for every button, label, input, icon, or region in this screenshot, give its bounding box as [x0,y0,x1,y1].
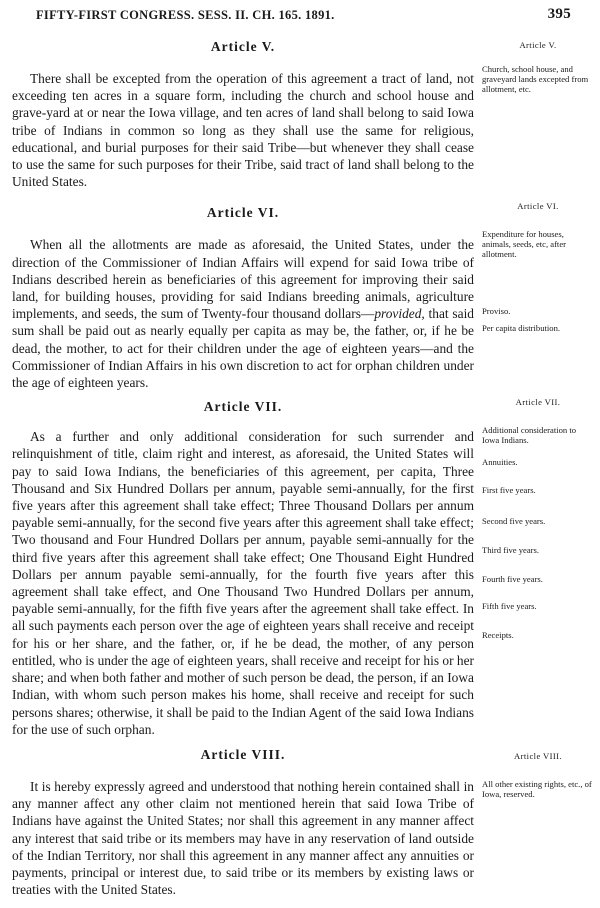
margin-article-7: Article VII. [515,397,561,407]
margin-note-first-five: First five years. [482,485,536,495]
article-7-title: Article VII. [203,399,283,415]
margin-note-church-lands: Church, school house, and graveyard lands excepted from allotment, etc. [482,64,589,94]
margin-note-existing-rights: All other existing rights, etc., of Iowa, reserved. [482,779,592,799]
main-text [12,30,474,898]
margin-note-additional-consideration: Additional consideration to Iowa Indians. [482,425,577,445]
article-5 [12,38,474,190]
margin-note-per-capita: Per capita distribution. [482,323,561,333]
article-7 [12,398,474,738]
article-6-text [12,236,474,391]
margin-note-second-five: Second five years. [482,516,546,526]
margin-note-receipts: Receipts. [482,630,514,640]
article-8-title: Article VIII. [200,746,286,762]
margin-note-third-five: Third five years. [482,545,540,555]
margin-note-fourth-five: Fourth five years. [482,574,543,584]
margin-article-6: Article VI. [517,201,559,211]
article-8-text: It is hereby expressly agreed and understood that nothing herein contained shall in any manner affect any other claim not mentioned herein that said Iowa Tribe of Indians have against the United States; nor shall this agreement in any manner affect any interest that said tribe or its members may have in any reservation of land outside of the Indian Territory, nor shall this agreement in any manner affect any annuities or payments, principal or interest due, to said tribe or its members by existing laws or treaties with the United States. [12,778,474,898]
article-8 [12,746,474,898]
margin-note-fifth-five: Fifth five years. [482,601,537,611]
margin-article-8: Article VIII. [514,751,562,761]
margin-article-5: Article V. [519,40,557,50]
page-header [36,6,571,26]
article-6-text-after: that said sum shall be paid out as nearly equally per capita as may be, the father, or, if he be dead, the mother, to act for their children under the age of eighteen years—and the Commissioner of Indian Affairs in his own discretion to act for orphan children under the age of eighteen years. [12,306,474,391]
margin-note-proviso: Proviso. [482,306,511,316]
article-6-text-before: When all the allotments are made as aforesaid, the United States, under the direction of the Commissioner of Indian Affairs will expend for said Iowa tribe of Indians described herein as beneficiaries of this agreement for improving their said land, for building houses, providing for said Indians breeding animals, agriculture implements, and seeds, the sum of Twenty-four thousand dollars— [12,237,474,322]
article-6-title: Article VI. [206,205,280,221]
margin-note-expenditure: Expenditure for houses, animals, seeds, etc, after allotment. [482,229,566,259]
article-5-text: There shall be excepted from the operation of this agreement a tract of land, not exceeding ten acres in a square form, including the church and school house and grave-yard at or near the Iowa village, and ten acres of land shall belong to said Iowa tribe of Indians in common so long as they shall use the same for religious, educational, and burial purposes for their said Tribe—but whenever they shall cease to use the same for such purposes for their Tribe, said tract of land shall belong to the United States. [12,71,474,190]
margin-note-annuities: Annuities. [482,457,518,467]
running-head: FIFTY-FIRST CONGRESS. SESS. II. CH. 165. 1891. [36,8,335,22]
article-5-title: Article V. [210,39,276,54]
page-number: 395 [547,6,571,22]
article-7-text: As a further and only additional consideration for such surrender and relinquishment of title, claim right and interest, as aforesaid, the United States will pay to said Iowa Indians, the beneficiaries of this agreement, per capita, Three Thousand and Six Hundred Dollars per annum, payable semi-annually, for the first five years after this agreement shall take effect; Three Thousand Dollars per annum payable semi-annually, for the second five years after this agreement shall take effect; Two thousand and Four Hundred Dollars per annum, payable semi-annually for the third five years after this agreement shall take effect; One Thousand Eight Hundred Dollars per annum payable semi-annually, for the fourth five years after this agreement shall take effect, and One Thousand Two Hundred Dollars per annum, payable semi-annually, for the fifth five years after the agreement shall take effect. In all such payments each person over the age of eighteen years shall receive and receipt for his or her share, and the father, or, if he be dead, the mother, of any person entitled, who is under the age of eighteen years, shall receive and receipt for his or her share; and when both father and mother of such person be dead, the person, if an Iowa Indian, with whom such person makes his home, shall receive and receipt for such persons shares; otherwise, it shall be paid to the Indian Agent of the said Iowa Indians for the use of such orphan. [12,429,474,737]
article-6 [12,204,474,391]
proviso-word: provided, [374,306,425,322]
